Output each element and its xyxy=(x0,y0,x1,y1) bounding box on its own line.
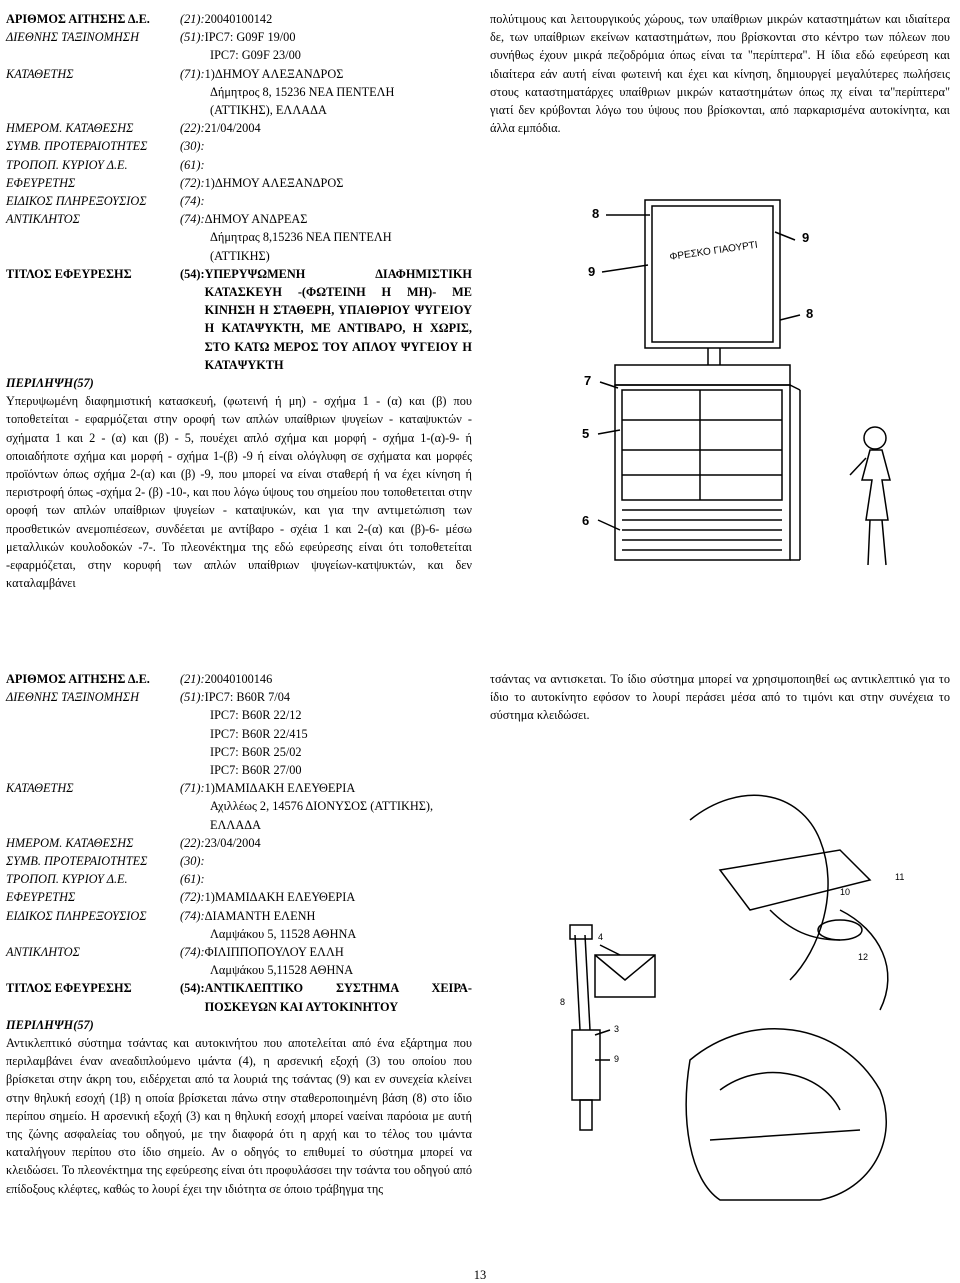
field-label: ΕΦΕΥΡΕΤΗΣ xyxy=(6,890,76,905)
field-row xyxy=(6,852,472,870)
field-label: ΗΜΕΡΟΜ. ΚΑΤΑΘΕΣΗΣ xyxy=(6,121,134,136)
field-row xyxy=(6,743,472,761)
field-row xyxy=(6,925,472,943)
entry-1-fields xyxy=(6,10,472,265)
sign-text: ΦΡΕΣΚΟ ΓΙΑΟΥΡΤΙ xyxy=(668,239,759,263)
field-label xyxy=(6,706,180,724)
figure-ref-number: 12 xyxy=(858,952,869,962)
envelope-part xyxy=(595,955,655,997)
field-row xyxy=(6,174,472,192)
field-code: (21): xyxy=(180,672,205,686)
field-value: ΔΙΑΜΑΝΤΗ ΕΛΕΝΗ xyxy=(204,908,316,923)
entry-1-summary-continued: πολύτιμους και λειτουργικούς χώρους, των υπαίθριων μικρών καταστημάτων και ιδιαίτερα δε, των υπαίθριων εκείνων καταστημάτων, που βρίσκονται στο κέντρο των πόλεων που συνήθως έχουν μικρά πεζοδρόμια όπως είναι τα "περίπτερα". Η ίδια εδώ εφεύρεση και ιδιαίτερα εάν αυτή είναι φωτεινή και έχει και κίνηση, δημιουργεί μεγαλύτερες πωλήσεις στους καταστηματάρχες υπαίθριων μικρών καταστημάτων όπως πχ είναι τα"περίπτερα" γιατί δεν κρύβονται λόγω του ύψους που βρίσκονται, από παρκαρισμένα αυτοκίνητα, και άλλα εμπόδια. xyxy=(490,12,950,136)
field-code: (61): xyxy=(180,872,205,887)
field-value: 1)ΔΗΜΟΥ ΑΛΕΞΑΝΔΡΟΣ xyxy=(204,66,344,81)
field-row xyxy=(6,725,472,743)
field-code: (72): xyxy=(180,890,205,905)
field-label: ΣΥΜΒ. ΠΡΟΤΕΡΑΙΟΤΗΤΕΣ xyxy=(6,139,148,154)
field-value: 1)ΜΑΜΙΔΑΚΗ ΕΛΕΥΘΕΡΙΑ xyxy=(204,781,356,796)
field-value: IPC7: B60R 25/02 xyxy=(210,744,302,759)
title-code: (54): xyxy=(180,981,205,996)
field-label xyxy=(6,961,180,979)
field-value: Δήμητρας 8,15236 ΝΕΑ ΠΕΝΤΕΛΗ xyxy=(210,230,392,245)
field-row xyxy=(6,907,472,925)
figure-ref-number: 9 xyxy=(802,230,810,245)
field-label: ΑΝΤΙΚΛΗΤΟΣ xyxy=(6,212,80,227)
figure-ref-number: 8 xyxy=(592,206,600,221)
field-row xyxy=(6,101,472,119)
field-value: (ΑΤΤΙΚΗΣ) xyxy=(210,248,270,263)
field-label xyxy=(6,83,180,101)
field-row xyxy=(6,156,472,174)
field-value: 1)ΜΑΜΙΔΑΚΗ ΕΛΕΥΘΕΡΙΑ xyxy=(204,890,356,905)
field-label xyxy=(6,743,180,761)
figure-ref-number: 9 xyxy=(614,1054,620,1064)
field-label xyxy=(6,761,180,779)
field-label: ΤΡΟΠΟΠ. ΚΥΡΙΟΥ Δ.Ε. xyxy=(6,872,128,887)
field-row xyxy=(6,10,472,28)
field-row xyxy=(6,137,472,155)
summary-text: Υπερυψωμένη διαφημιστική κατασκευή, (φωτεινή ή μη) - σχήμα 1 - (α) και (β) που τοποθετείται - εφαρμόζεται στην οροφή των απλών υπαίθριων ψυγείων - καταψυκτών - σχήματα 1 και 2 - (α) και (β) - 5, πουέχει απλό σχήμα και μορφή - σχήμα 1-(α)-9- ή οποιαδήποτε σχήμα και μορφή - σχήμα 1-(β) -9 ή είναι ολόγλυφη σε σχήματα και μορφές προϊόντων όπως σχήμα 2-(α) και (β) -9, που μπορεί να είναι σταθερή ή να έχει κίνηση ή περιστροφή όπως -σχήμα 2- (β) -10-, και που λόγω ύψους του σημείου που τοποθετειται στην οροφή των απλών υπαίθριων ψυγείων - καταψυκών, και για την αντιμετώπιση των προσθετικών ανεμοπιέσεων, συνδέεται με αντίβαρο - σχέια 1 και 2-(α) και (β)-6- μέσω μεταλλικών κουλοδοκών -7-. Το πλεονέκτημα της εδώ εφεύρεσης είναι ότι τοποθετείται -εφαρμόζεται, στην κορυφή των απλών υπαίθριων ψυγείων-κατψυκτών, και δεν καταλαμβάνει xyxy=(6,394,472,591)
car-seat-lower xyxy=(686,1029,886,1200)
figure-ref-number: 6 xyxy=(582,513,590,528)
figure-ref-number: 9 xyxy=(588,264,596,279)
field-label xyxy=(6,247,180,265)
figure-antitheft-car xyxy=(540,760,940,1230)
field-value: IPC7: B60R 7/04 xyxy=(204,690,291,705)
field-code: (74): xyxy=(180,212,205,227)
summary-heading: ΠΕΡΙΛΗΨΗ(57) xyxy=(6,376,94,391)
field-code: (22): xyxy=(180,835,205,850)
field-code: (61): xyxy=(180,157,205,172)
field-label xyxy=(6,46,180,64)
field-value: IPC7: G09F 19/00 xyxy=(204,30,296,45)
field-row xyxy=(6,28,472,46)
figure-ref-number: 10 xyxy=(840,887,851,897)
field-row xyxy=(6,761,472,779)
field-value: 20040100146 xyxy=(204,672,273,686)
field-row xyxy=(6,247,472,265)
field-value: 20040100142 xyxy=(204,12,273,26)
field-value xyxy=(205,192,472,210)
field-label: ΗΜΕΡΟΜ. ΚΑΤΑΘΕΣΗΣ xyxy=(6,835,134,850)
title-label: ΤΙΤΛΟΣ ΕΦΕΥΡΕΣΗΣ xyxy=(6,266,132,281)
entry-2-title-row xyxy=(6,979,472,1015)
field-row xyxy=(6,119,472,137)
field-value: Αχιλλέως 2, 14576 ΔΙΟΝΥΣΟΣ (ΑΤΤΙΚΗΣ), xyxy=(210,799,434,814)
sign-panel xyxy=(645,200,780,348)
figure-advertising-fridge xyxy=(570,180,950,575)
field-value xyxy=(205,137,472,155)
field-code: (71): xyxy=(180,66,205,81)
field-code: (74): xyxy=(180,945,205,960)
field-code: (51): xyxy=(180,690,205,705)
field-row xyxy=(6,46,472,64)
field-code: (30): xyxy=(180,139,205,154)
field-value: ΦΙΛΙΠΠΟΠΟΥΛΟΥ ΕΛΛΗ xyxy=(204,945,344,960)
field-label xyxy=(6,816,180,834)
page-number: 13 xyxy=(473,1268,487,1282)
field-label xyxy=(6,725,180,743)
field-value: IPC7: B60R 22/12 xyxy=(210,708,302,723)
field-value: (ΑΤΤΙΚΗΣ), ΕΛΛΑΔΑ xyxy=(210,103,327,118)
person-figure xyxy=(864,427,886,449)
field-label: ΚΑΤΑΘΕΤΗΣ xyxy=(6,781,74,796)
field-value: IPC7: G09F 23/00 xyxy=(210,48,301,63)
figure-ref-number: 7 xyxy=(584,373,592,388)
field-label: ΕΦΕΥΡΕΤΗΣ xyxy=(6,175,76,190)
field-label: ΑΡΙΘΜΟΣ ΑΙΤΗΣΗΣ Δ.Ε. xyxy=(6,672,150,686)
figure-ref-number: 8 xyxy=(560,997,566,1007)
field-label: ΚΑΤΑΘΕΤΗΣ xyxy=(6,66,74,81)
field-code: (72): xyxy=(180,175,205,190)
handbag xyxy=(720,850,870,910)
field-row xyxy=(6,834,472,852)
field-value: ΕΛΛΑΔΑ xyxy=(210,817,262,832)
field-value: Λαμψάκου 5,11528 ΑΘΗΝΑ xyxy=(210,963,354,978)
field-value: Λαμψάκου 5, 11528 ΑΘΗΝΑ xyxy=(210,926,357,941)
field-row xyxy=(6,943,472,961)
field-row xyxy=(6,888,472,906)
field-row xyxy=(6,797,472,815)
field-label: ΤΡΟΠΟΠ. ΚΥΡΙΟΥ Δ.Ε. xyxy=(6,157,128,172)
field-label xyxy=(6,925,180,943)
figure-ref-number: 3 xyxy=(614,1024,620,1034)
patent-entry-1 xyxy=(0,0,960,610)
field-code: (51): xyxy=(180,30,205,45)
field-row xyxy=(6,870,472,888)
invention-title: ΥΠΕΡΥΨΩΜΕΝΗ ΔΙΑΦΗΜΙΣΤΙΚΗ ΚΑΤΑΣΚΕΥΗ -(ΦΩΤΕΙΝΗ Η ΜΗ)- ΜΕ ΚΙΝΗΣΗ Η ΣΤΑΘΕΡΗ, ΥΠΑΙΘΡΙΟΥ ΨΥΓΕΙΟΥ Η ΚΑΤΑΨΥΚΤΗ, ΜΕ ΑΝΤΙΒΑΡΟ, Η ΧΩΡΙΣ, ΣΤΟ ΚΑΤΩ ΜΕΡΟΣ ΤΟΥ ΑΠΛΟΥ ΨΥΓΕΙΟΥ Η ΚΑΤΑΨΥΚΤΗ xyxy=(204,266,472,372)
field-value: 1)ΔΗΜΟΥ ΑΛΕΞΑΝΔΡΟΣ xyxy=(204,175,344,190)
entry-1-title-row xyxy=(6,265,472,374)
field-label xyxy=(6,797,180,815)
summary-heading: ΠΕΡΙΛΗΨΗ(57) xyxy=(6,1017,94,1032)
buckle-part xyxy=(570,925,592,939)
figure-ref-number: 5 xyxy=(582,426,590,441)
figure-ref-number: 11 xyxy=(895,872,905,882)
field-label: ΣΥΜΒ. ΠΡΟΤΕΡΑΙΟΤΗΤΕΣ xyxy=(6,854,148,869)
field-value: Δήμητρος 8, 15236 ΝΕΑ ΠΕΝΤΕΛΗ xyxy=(210,84,395,99)
field-value: IPC7: B60R 27/00 xyxy=(210,763,302,778)
field-code: (21): xyxy=(180,12,205,26)
car-seat-upper xyxy=(690,795,828,980)
entry-2-bibliographic xyxy=(6,670,472,1198)
field-row xyxy=(6,83,472,101)
field-label xyxy=(6,101,180,119)
field-label: ΕΙΔΙΚΟΣ ΠΛΗΡΕΞΟΥΣΙΟΣ xyxy=(6,194,147,209)
field-label: ΑΡΙΘΜΟΣ ΑΙΤΗΣΗΣ Δ.Ε. xyxy=(6,12,150,26)
field-row xyxy=(6,670,472,688)
entry-1-bibliographic xyxy=(6,10,472,593)
entry-2-fields xyxy=(6,670,472,979)
title-label: ΤΙΤΛΟΣ ΕΦΕΥΡΕΣΗΣ xyxy=(6,981,132,996)
field-value xyxy=(205,156,472,174)
field-row xyxy=(6,192,472,210)
field-row xyxy=(6,65,472,83)
field-value: 21/04/2004 xyxy=(204,121,261,136)
invention-title: ΑΝΤΙΚΛΕΠΤΙΚΟ ΣΥΣΤΗΜΑ ΧΕΙΡΑ-ΠΟΣΚΕΥΩΝ ΚΑΙ ΑΥΤΟΚΙΝΗΤΟΥ xyxy=(204,981,472,1014)
field-row xyxy=(6,688,472,706)
entry-2-summary-continued: τσάντας να αντισκεται. Το ίδιο σύστημα μπορεί να χρησιμοποιηθεί ως αντικλεπτικό για το ίδιο το αυτοκίνητο εφόσον το λουρί περάσει μέσα από το τιμόνι και στην συνέχεια το σύστημα κλειδώσει. xyxy=(490,672,950,723)
field-value: IPC7: B60R 22/415 xyxy=(210,726,308,741)
field-row xyxy=(6,228,472,246)
field-value: 23/04/2004 xyxy=(204,835,261,850)
field-code: (71): xyxy=(180,781,205,796)
field-label: ΕΙΔΙΚΟΣ ΠΛΗΡΕΞΟΥΣΙΟΣ xyxy=(6,908,147,923)
field-value xyxy=(205,870,472,888)
field-row xyxy=(6,961,472,979)
field-code: (22): xyxy=(180,121,205,136)
title-code: (54): xyxy=(180,266,205,281)
field-code: (30): xyxy=(180,854,205,869)
field-label xyxy=(6,228,180,246)
fridge-body xyxy=(615,385,790,560)
field-row xyxy=(6,816,472,834)
patent-entry-2 xyxy=(0,660,960,1240)
figure-ref-number: 4 xyxy=(598,932,604,942)
field-label: ΑΝΤΙΚΛΗΤΟΣ xyxy=(6,945,80,960)
field-value: ΔΗΜΟΥ ΑΝΔΡΕΑΣ xyxy=(204,212,308,227)
field-label: ΔΙΕΘΝΗΣ ΤΑΞΙΝΟΜΗΣΗ xyxy=(6,690,139,705)
figure-ref-number: 8 xyxy=(806,306,814,321)
field-label: ΔΙΕΘΝΗΣ ΤΑΞΙΝΟΜΗΣΗ xyxy=(6,30,139,45)
field-value xyxy=(205,852,472,870)
field-row xyxy=(6,706,472,724)
field-row xyxy=(6,779,472,797)
field-row xyxy=(6,210,472,228)
field-code: (74): xyxy=(180,194,205,209)
summary-text: Αντικλεπτικό σύστημα τσάντας και αυτοκινήτου που αποτελείται από ένα εξάρτημα που περιλαμβάνει έναν ανεαδιπλούμενο ιμάντα (4), η αρσενική εξοχή (3) του οποίου που βρίσκεται στην άκρη του, ειδέρχεται από τα λουριά της τσάντας (9) και εν συνεχεία κλείνει στην θηλυκή εσοχή (1β) η οποία βρίσκεται πάνω στην σταθεροποιημένη βάση (8) στο ίδιο περίπου σημείο. Η αρσενική εξοχή (3) και η θηλυκή εσοχή μπορεί ναείναι παρόοια με αυτή της ζώνης ασφαλείας του οδηγού, με την διαφορά ότι η αρχή και το τέλος του ιμάντα καταλήγουν περίπου στο ίδιο σημείο. Αν ο οδηγός το επιθυμεί το σύστημα μπορεί να κλειδώσει. Το πλεονέκτημα της εφεύρεσης είναι ότι προφυλάσσει την τσάντα του οδηγού από επίδοξους κλέφτες, καθώς το λουρί έχει την ιδιότητα σε όποιο τράβηγμα της xyxy=(6,1036,472,1196)
field-code: (74): xyxy=(180,908,205,923)
